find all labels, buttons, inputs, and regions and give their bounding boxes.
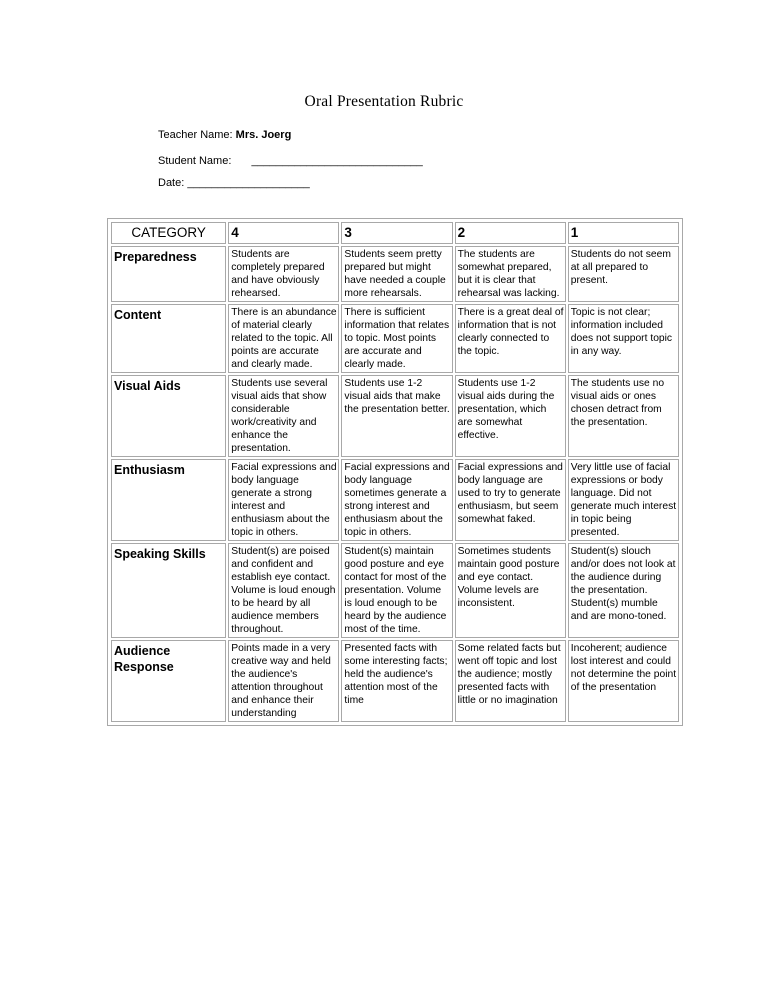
table-row (111, 246, 679, 302)
date-label: Date: (158, 177, 185, 189)
cell-score-3: Students seem pretty prepared but might have needed a couple more rehearsals. (341, 246, 452, 302)
cell-score-2: Some related facts but went off topic and lost the audience; mostly presented facts with little or no imagination (455, 640, 566, 722)
student-name-label: Student Name: (158, 155, 232, 167)
cell-score-1: Students do not seem at all prepared to present. (568, 246, 679, 302)
header-score-1: 1 (568, 222, 679, 244)
page-title: Oral Presentation Rubric (304, 93, 464, 110)
cell-score-4: Points made in a very creative way and held the audience's attention throughout and enhance their understanding (228, 640, 339, 722)
cell-score-4: Facial expressions and body language generate a strong interest and enthusiasm about the topic in others. (228, 459, 339, 541)
teacher-name-value: Mrs. Joerg (235, 129, 292, 141)
row-category: Visual Aids (111, 375, 226, 457)
cell-score-1: Very little use of facial expressions or body language. Did not generate much interest in topic being presented. (568, 459, 679, 541)
cell-score-2: The students are somewhat prepared, but it is clear that rehearsal was lacking. (455, 246, 566, 302)
rubric-table (109, 220, 681, 724)
cell-score-2: Facial expressions and body language are used to try to generate enthusiasm, but seem somewhat faked. (455, 459, 566, 541)
teacher-name-line (158, 129, 291, 141)
header-score-4: 4 (228, 222, 339, 244)
cell-score-1: Topic is not clear; information included does not support topic in any way. (568, 304, 679, 373)
header-score-3: 3 (341, 222, 452, 244)
row-category: Audience Response (111, 640, 226, 722)
cell-score-1: Incoherent; audience lost interest and could not determine the point of the presentation (568, 640, 679, 722)
student-name-line (158, 155, 423, 167)
cell-score-4: Student(s) are poised and confident and establish eye contact. Volume is loud enough to be heard by all audience members throughout. (228, 543, 339, 638)
cell-score-3: Facial expressions and body language sometimes generate a strong interest and enthusiasm about the topic in others. (341, 459, 452, 541)
table-row (111, 304, 679, 373)
cell-score-3: Presented facts with some interesting facts; held the audience's attention most of the time (341, 640, 452, 722)
cell-score-1: The students use no visual aids or ones chosen detract from the presentation. (568, 375, 679, 457)
header-score-2: 2 (455, 222, 566, 244)
cell-score-1: Student(s) slouch and/or does not look at the audience during the presentation. Student(s) mumble and are mono-toned. (568, 543, 679, 638)
cell-score-3: Students use 1-2 visual aids that make the presentation better. (341, 375, 452, 457)
row-category: Enthusiasm (111, 459, 226, 541)
rubric-table-frame (107, 218, 683, 726)
header-category: CATEGORY (111, 222, 226, 244)
date-line (158, 177, 310, 189)
student-name-blank: ____________________________ (251, 155, 423, 167)
date-blank: ____________________ (187, 177, 310, 189)
cell-score-4: Students use several visual aids that show considerable work/creativity and enhance the presentation. (228, 375, 339, 457)
row-category: Content (111, 304, 226, 373)
cell-score-3: Student(s) maintain good posture and eye contact for most of the presentation. Volume is loud enough to be heard by the audience most of the time. (341, 543, 452, 638)
table-row (111, 375, 679, 457)
cell-score-2: Sometimes students maintain good posture and eye contact. Volume levels are inconsistent. (455, 543, 566, 638)
header-row (111, 222, 679, 244)
cell-score-2: There is a great deal of information that is not clearly connected to the topic. (455, 304, 566, 373)
cell-score-4: Students are completely prepared and have obviously rehearsed. (228, 246, 339, 302)
cell-score-4: There is an abundance of material clearly related to the topic. All points are accurate and clearly made. (228, 304, 339, 373)
table-row (111, 459, 679, 541)
teacher-name-label: Teacher Name: (158, 129, 233, 141)
cell-score-3: There is sufficient information that relates to topic. Most points are accurate and clearly made. (341, 304, 452, 373)
cell-score-2: Students use 1-2 visual aids during the presentation, which are somewhat effective. (455, 375, 566, 457)
row-category: Speaking Skills (111, 543, 226, 638)
row-category: Preparedness (111, 246, 226, 302)
table-row (111, 543, 679, 638)
table-row (111, 640, 679, 722)
